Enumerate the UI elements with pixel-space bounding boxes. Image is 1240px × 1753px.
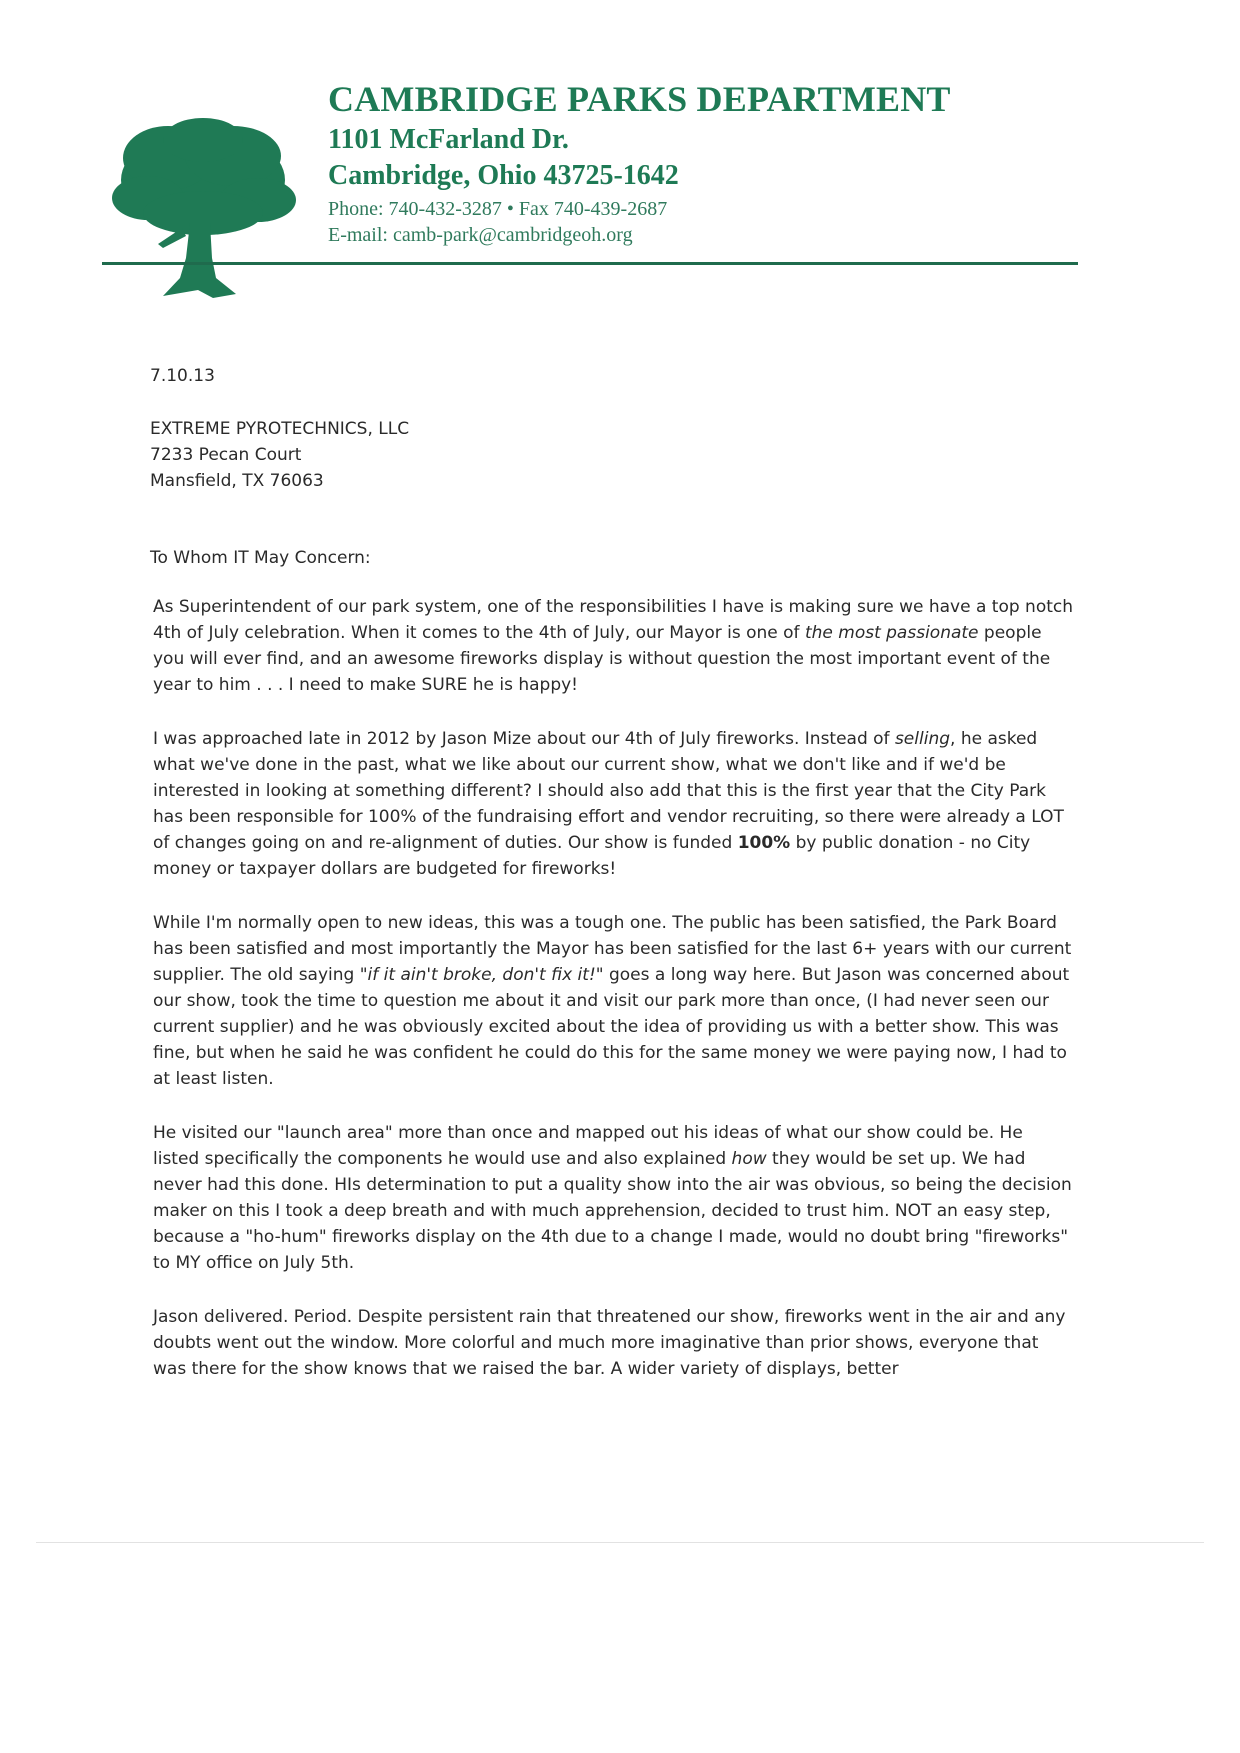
address-city: Cambridge, Ohio 43725-1642: [328, 160, 679, 191]
letterhead: [0, 0, 1240, 310]
tree-icon: [108, 118, 298, 303]
org-name: CAMBRIDGE PARKS DEPARTMENT: [328, 79, 951, 119]
p4-text-c: they would be set up. We had never had this done. HIs determination to put a quality show into the air was obvious, so being the decision maker on this I took a deep breath and with much apprehension, decided to trust him. NOT an easy step, because a "ho-hum" fireworks display on the 4th due to a change I made, would no doubt bring "fireworks" to MY office on July 5th.: [153, 1149, 1072, 1273]
recipient-street: 7233 Pecan Court: [150, 445, 302, 465]
p4-emphasis: how: [731, 1149, 767, 1169]
p1-text-a: As Superintendent of our park system, one of the responsibilities I have is making sure we have a top notch 4th of July celebration. When it comes to the 4th of July, our Mayor is one of: [153, 597, 1074, 643]
phone-fax: Phone: 740-432-3287 • Fax 740-439-2687: [328, 198, 668, 220]
paragraph-5: [153, 1304, 1073, 1382]
scan-page-edge: [36, 1542, 1204, 1543]
p5-text-a: Jason delivered. Period. Despite persistent rain that threatened our show, fireworks went in the air and any doubts went out the window. More colorful and much more imaginative than prior shows, everyone that was there for the show knows that we raised the bar. A wider variety of displays, better: [153, 1307, 1066, 1379]
recipient-city: Mansfield, TX 76063: [150, 471, 324, 491]
p2-emphasis: selling: [894, 729, 951, 749]
p3-emphasis: if it ain't broke, don't fix it!: [367, 965, 596, 985]
p4-text-a: He visited our "launch area" more than once and mapped out his ideas of what our show could be. He listed specifically the components he would use and also explained: [153, 1123, 1023, 1169]
p3-text-c: " goes a long way here. But Jason was concerned about our show, took the time to question me about it and visit our park more than once, (I had never seen our current supplier) and he was obviously excited about the idea of providing us with a better show. This was fine, but when he said he was confident he could do this for the same money we were paying now, I had to at least listen.: [153, 965, 1070, 1089]
recipient-address: [150, 416, 409, 494]
paragraph-2: [153, 726, 1073, 882]
letter-body: [153, 594, 1073, 1410]
recipient-company: EXTREME PYROTECHNICS, LLC: [150, 419, 410, 439]
address-street: 1101 McFarland Dr.: [328, 124, 569, 155]
contact-info: [328, 196, 667, 248]
paragraph-1: [153, 594, 1073, 698]
p3-text-a: While I'm normally open to new ideas, this was a tough one. The public has been satisfied, the Park Board has been satisfied and most importantly the Mayor has been satisfied for the last 6+ years with our current supplier. The old saying ": [153, 913, 1072, 985]
email-address: E-mail: camb-park@cambridgeoh.org: [328, 224, 633, 246]
paragraph-4: [153, 1120, 1073, 1276]
salutation: To Whom IT May Concern:: [150, 548, 371, 568]
letter-date: 7.10.13: [150, 366, 215, 386]
p2-text-e: by public donation - no City money or taxpayer dollars are budgeted for fireworks!: [153, 833, 1031, 879]
letterhead-divider: [102, 262, 1078, 265]
p2-bold: 100%: [737, 833, 791, 853]
paragraph-3: [153, 910, 1073, 1092]
p2-text-a: I was approached late in 2012 by Jason Mize about our 4th of July fireworks. Instead of: [153, 729, 895, 749]
p1-emphasis: the most passionate: [804, 623, 979, 643]
p2-text-c: , he asked what we've done in the past, what we like about our current show, what we don't like and if we'd be interested in looking at something different? I should also add that this is the first year that the City Park has been responsible for 100% of the fundraising effort and vendor recruiting, so there were already a LOT of changes going on and re-alignment of duties. Our show is funded: [153, 729, 1064, 853]
p1-text-c: people you will ever find, and an awesome fireworks display is without question the most important event of the year to him . . . I need to make SURE he is happy!: [153, 623, 1051, 695]
